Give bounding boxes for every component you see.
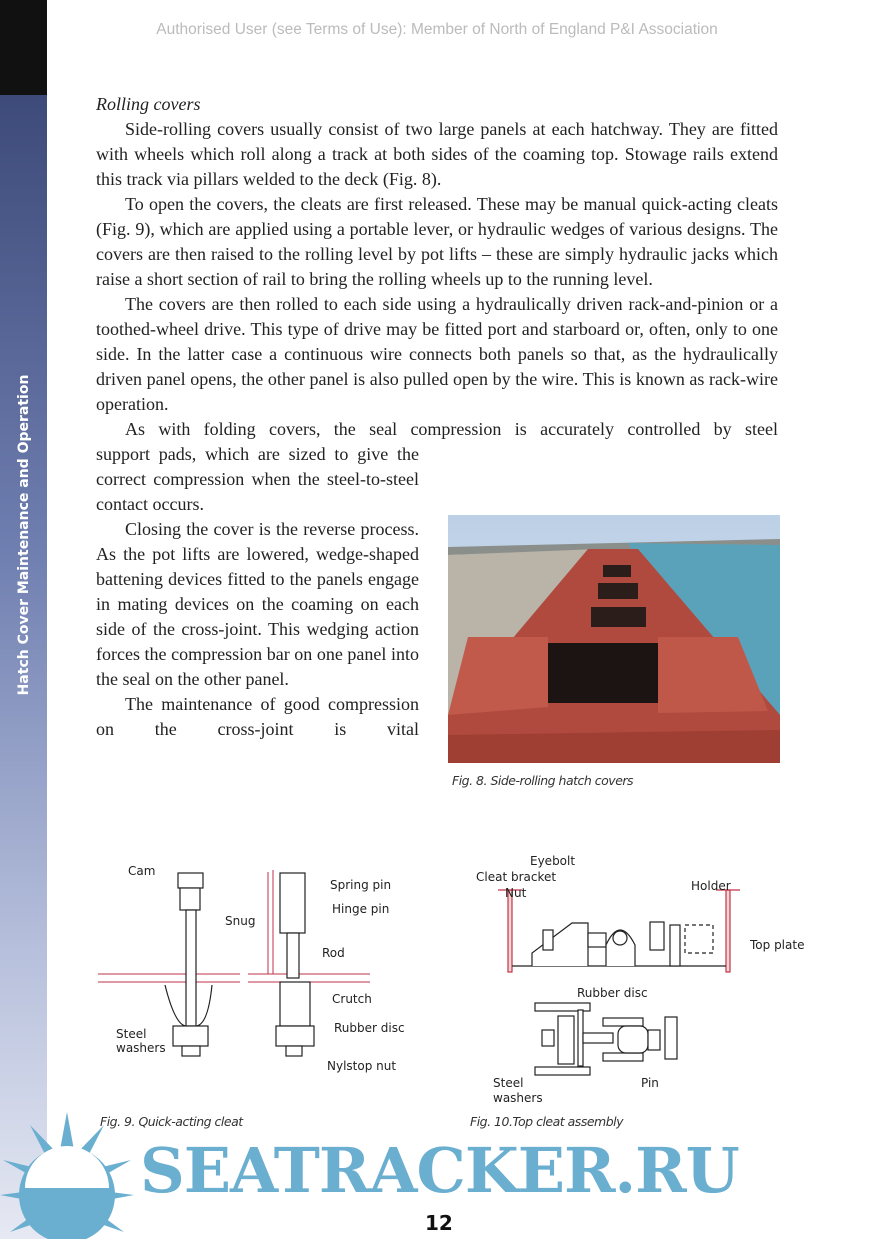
label-snug: Snug bbox=[225, 914, 256, 928]
label-holder: Holder bbox=[691, 879, 731, 893]
label-spring-pin: Spring pin bbox=[330, 878, 392, 892]
label-pin: Pin bbox=[641, 1076, 659, 1090]
fig8-caption: Fig. 8. Side-rolling hatch covers bbox=[452, 773, 634, 788]
body-text-narrow bbox=[96, 442, 419, 742]
label-top-plate: Top plate bbox=[750, 938, 805, 952]
paragraph: As with folding covers, the seal compression is accurately controlled by steel bbox=[125, 419, 778, 439]
fig9-caption: Fig. 9. Quick-acting cleat bbox=[100, 1114, 243, 1129]
authorised-user-note: Authorised User (see Terms of Use): Member of North of England P&I Association bbox=[156, 21, 718, 38]
label-eyebolt: Eyebolt bbox=[530, 854, 576, 868]
label-rubber-disc: Rubber disc bbox=[577, 986, 648, 1000]
sidebar-band bbox=[0, 95, 47, 1239]
paragraph: The covers are then rolled to each side using a hydraulically driven rack-and-pinion or a toothed-wheel drive. This type of drive may be fitted port and starboard or, often, only to one side. In the latter case a continuous wire connects both panels so that, as the hydraulically driven panel opens, the other panel is also pulled open by the wire. This is known as rack-wire operation. bbox=[96, 294, 778, 414]
label-crutch: Crutch bbox=[332, 992, 372, 1006]
label-rubber-disc: Rubber disc bbox=[334, 1021, 405, 1035]
fig9-quick-acting-cleat-diagram bbox=[90, 850, 430, 1100]
label-steel: Steel bbox=[116, 1027, 147, 1041]
side-rolling-hatch-covers-photo bbox=[448, 515, 780, 763]
paragraph: Side-rolling covers usually consist of two large panels at each hatchway. They are fitted with wheels which roll along a track at both sides of the coaming top. Stowage rails extend this track via pillars welded to the deck (Fig. 8). bbox=[96, 119, 778, 189]
label-washers: washers bbox=[493, 1091, 543, 1105]
label-hinge-pin: Hinge pin bbox=[332, 902, 390, 916]
label-cam: Cam bbox=[128, 864, 156, 878]
fig10-top-cleat-assembly-diagram bbox=[460, 850, 820, 1110]
label-rod: Rod bbox=[322, 946, 345, 960]
label-nut: Nut bbox=[505, 886, 527, 900]
label-washers: washers bbox=[116, 1041, 166, 1055]
label-cleat-bracket: Cleat bracket bbox=[476, 870, 557, 884]
sun-logo-watermark-icon bbox=[0, 1110, 135, 1239]
seatracker-watermark: SEATRACKER.RU bbox=[140, 1134, 739, 1207]
sidebar-top-block bbox=[0, 0, 47, 95]
page-number: 12 bbox=[425, 1211, 453, 1235]
fig10-caption: Fig. 10.Top cleat assembly bbox=[470, 1114, 623, 1129]
paragraph: The maintenance of good compression on the cross-joint is vital bbox=[96, 694, 419, 739]
paragraph: Closing the cover is the reverse process. As the pot lifts are lowered, wedge-shaped battening devices fitted to the panels engage in mating devices on the coaming on each side of the cross-joint. This wedging action forces the compression bar on one panel into the seal on the other panel. bbox=[96, 519, 419, 689]
label-nylstop-nut: Nylstop nut bbox=[327, 1059, 397, 1073]
sidebar-title: Hatch Cover Maintenance and Operation bbox=[16, 374, 32, 696]
paragraph: support pads, which are sized to give the correct compression when the steel-to-steel contact occurs. bbox=[96, 444, 419, 514]
label-steel: Steel bbox=[493, 1076, 524, 1090]
paragraph: To open the covers, the cleats are first released. These may be manual quick-acting cleats (Fig. 9), which are applied using a portable lever, or hydraulic wedges of various designs. The covers are then raised to the rolling level by pot lifts – these are simply hydraulic jacks which raise a short section of rail to bring the rolling wheels up to the running level. bbox=[96, 194, 778, 289]
section-heading: Rolling covers bbox=[96, 94, 201, 114]
